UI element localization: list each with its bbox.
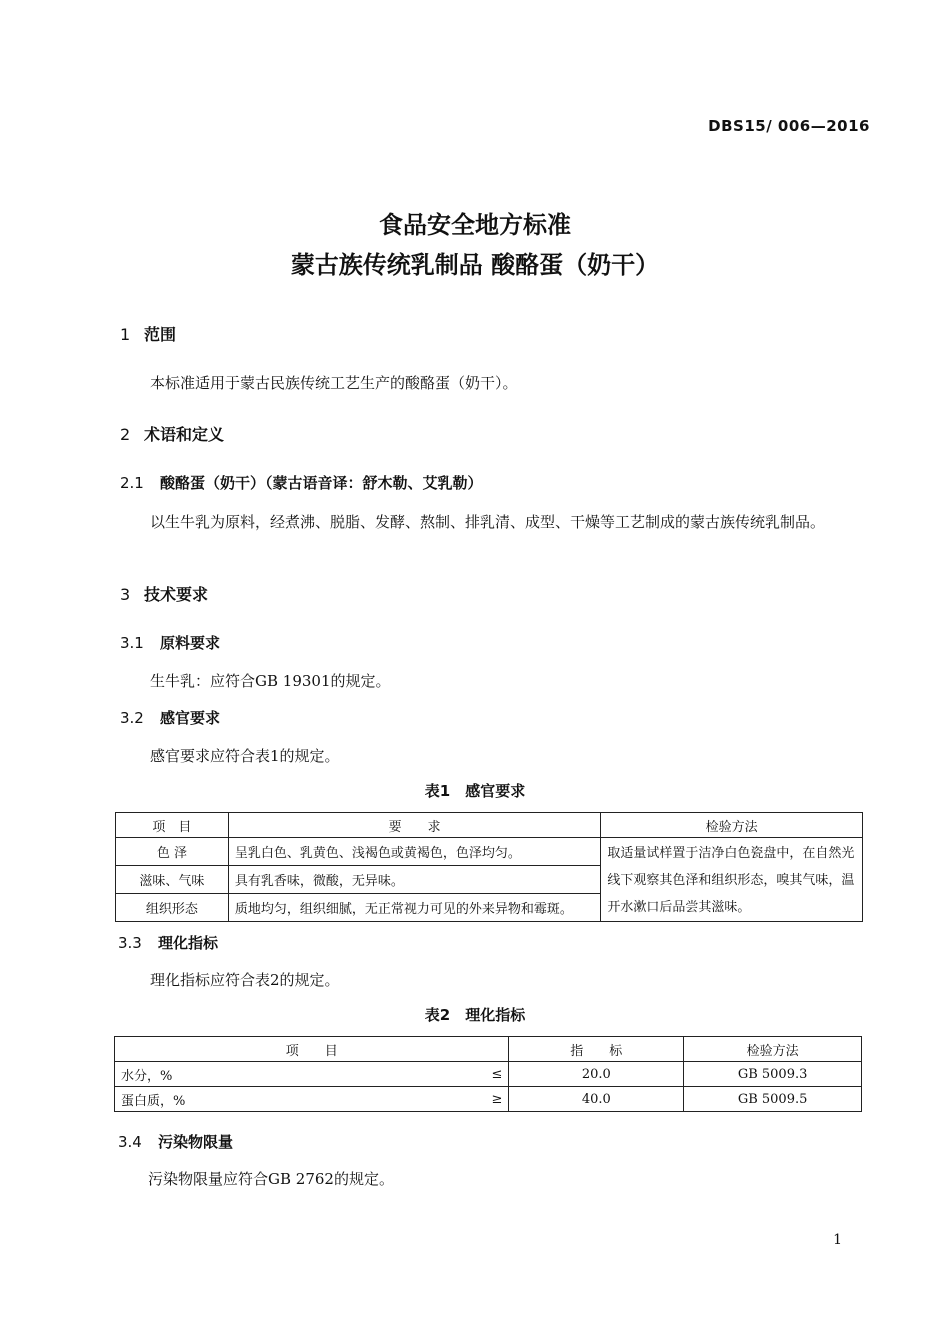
- header-indicator: 指 标: [509, 1037, 684, 1062]
- row-comparator: ≤: [469, 1062, 509, 1087]
- row-item: 蛋白质，%: [115, 1087, 469, 1112]
- section-number: 3.4: [118, 1133, 142, 1151]
- section-title: 感官要求: [160, 709, 221, 727]
- section-2-1-heading: [120, 472, 483, 493]
- row-item: 色 泽: [116, 838, 229, 866]
- row-value: 40.0: [509, 1087, 684, 1112]
- physicochemical-indicators-table: [114, 1036, 862, 1112]
- sensory-requirements-table: [115, 812, 863, 922]
- row-item: 滋味、气味: [116, 866, 229, 894]
- section-title: 理化指标: [158, 934, 219, 952]
- document-title-line1: 食品安全地方标准: [379, 211, 571, 239]
- section-title: 酸酪蛋（奶干）（蒙古语音译：舒木勒、艾乳勒）: [160, 474, 483, 492]
- section-3-2-heading: [120, 707, 220, 728]
- section-title: 原料要求: [160, 634, 221, 652]
- section-title: 范围: [144, 325, 177, 344]
- table-row: [115, 1087, 862, 1112]
- section-3-4-heading: [118, 1131, 233, 1152]
- section-title: 术语和定义: [144, 425, 225, 444]
- table-header-row: [116, 813, 863, 838]
- header-requirement: 要 求: [228, 813, 600, 838]
- table-row: [116, 838, 863, 866]
- section-3-3-text: 理化指标应符合表2的规定。: [150, 971, 340, 989]
- section-2-1-text: 以生牛乳为原料，经煮沸、脱脂、发酵、熬制、排乳清、成型、干燥等工艺制成的蒙古族传统乳制品。: [150, 513, 826, 531]
- section-number: 2.1: [120, 474, 144, 492]
- section-2-heading: [120, 422, 224, 445]
- section-3-1-heading: [120, 632, 220, 653]
- section-number: 3.3: [118, 934, 142, 952]
- header-method: 检验方法: [601, 813, 863, 838]
- table-header-row: [115, 1037, 862, 1062]
- table-row: [115, 1062, 862, 1087]
- section-title: 技术要求: [144, 585, 209, 604]
- standard-code: DBS15/ 006—2016: [708, 117, 870, 135]
- header-item: 项 目: [115, 1037, 509, 1062]
- row-requirement: 具有乳香味，微酸，无异味。: [228, 866, 600, 894]
- section-3-1-text: 生牛乳：应符合GB 19301的规定。: [150, 672, 391, 690]
- row-requirement: 呈乳白色、乳黄色、浅褐色或黄褐色，色泽均匀。: [228, 838, 600, 866]
- document-title-line2: 蒙古族传统乳制品 酸酪蛋（奶干）: [290, 251, 660, 279]
- row-value: 20.0: [509, 1062, 684, 1087]
- section-3-2-text: 感官要求应符合表1的规定。: [150, 747, 340, 765]
- section-number: 2: [120, 425, 131, 444]
- header-item: 项 目: [116, 813, 229, 838]
- section-3-heading: [120, 582, 208, 605]
- section-number: 1: [120, 325, 131, 344]
- row-item: 组织形态: [116, 894, 229, 922]
- row-method: GB 5009.5: [684, 1087, 862, 1112]
- section-1-heading: [120, 322, 176, 345]
- row-requirement: 质地均匀，组织细腻，无正常视力可见的外来异物和霉斑。: [228, 894, 600, 922]
- page-number: 1: [833, 1232, 842, 1248]
- section-3-4-text: 污染物限量应符合GB 2762的规定。: [148, 1170, 394, 1188]
- section-number: 3: [120, 585, 131, 604]
- section-number: 3.2: [120, 709, 144, 727]
- row-method: GB 5009.3: [684, 1062, 862, 1087]
- section-number: 3.1: [120, 634, 144, 652]
- row-item: 水分，%: [115, 1062, 469, 1087]
- test-method: 取适量试样置于洁净白色瓷盘中，在自然光线下观察其色泽和组织形态，嗅其气味，温开水漱口后品尝其滋味。: [601, 838, 863, 922]
- row-comparator: ≥: [469, 1087, 509, 1112]
- section-3-3-heading: [118, 932, 218, 953]
- header-method: 检验方法: [684, 1037, 862, 1062]
- table-1-caption: 表1 感官要求: [424, 782, 526, 800]
- section-1-text: 本标准适用于蒙古民族传统工艺生产的酸酪蛋（奶干）。: [150, 374, 518, 392]
- table-2-caption: 表2 理化指标: [424, 1006, 526, 1024]
- section-title: 污染物限量: [158, 1133, 234, 1151]
